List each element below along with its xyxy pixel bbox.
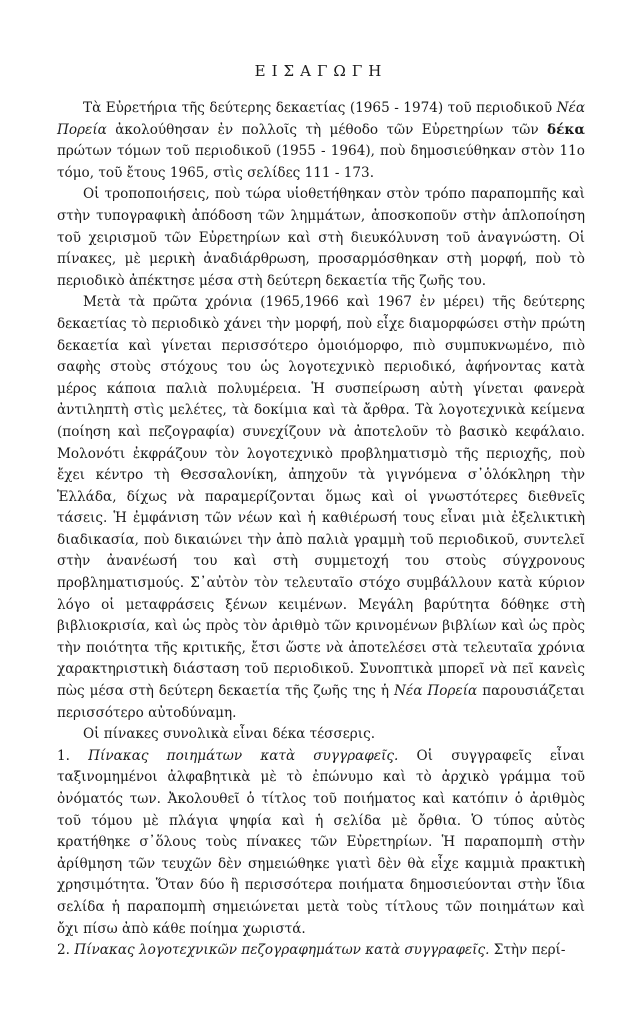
document-page [57, 62, 585, 962]
table-1-number: 1. [57, 747, 89, 764]
table-2-heading: Πίνακας λογοτεχνικῶν πεζογραφημάτων κατὰ συγγραφεῖς. [74, 942, 490, 959]
development-text-a: Μετὰ τὰ πρῶτα χρόνια (1965,1966 καὶ 1967 ἐν μέρει) τῆς δεύτερης δεκαετίας τὸ περιοδικὸ χάνει τὴν μορφή, ποὺ εἶχε διαμορφώσει στὴν πρώτη δεκαετία καὶ γίνεται περισσότερο ὁμοιόμορφο, πιὸ συμπυκνωμένο, πιὸ σαφὴς στοὺς στόχους του ὡς λογοτεχνικὸ περιοδικό, ἀφήνοντας κατὰ μέρος κάποια παλιὰ πολυμέρεια. Ἡ συσπείρωση αὐτὴ γίνεται φανερὰ ἀντιληπτὴ στὶς μελέτες, τὰ δοκίμια καὶ τὰ ἄρθρα. Τὰ λογοτεχνικὰ κείμενα (ποίηση καὶ πεζογραφία) συνεχίζουν νὰ ἀποτελοῦν τὸ βασικὸ κεφάλαιο. Μολονότι ἐκφράζουν τὸν λογοτεχνικὸ προβληματισμὸ τῆς περιοχῆς, ποὺ ἔχει κέντρο τὴ Θεσσαλονίκη, ἀπηχοῦν τὰ γιγνόμενα σ᾽ὁλόκληρη τὴν Ἑλλάδα, δίχως νὰ παραμερίζονται ὅμως καὶ οἱ γνωστότερες διεθνεῖς τάσεις. Ἡ ἐμφάνιση τῶν νέων καὶ ἡ καθιέρωσή τους εἶναι μιὰ ἐξελικτικὴ διαδικασία, ποὺ δικαιώνει τὴν ἀπὸ παλιὰ γραμμὴ τοῦ περιοδικοῦ, συντελεῖ στὴν ἀνανέωσή του καὶ στὴ συμμετοχή του στοὺς σύγχρονους προβληματισμούς. Σ᾽αὐτὸν τὸν τελευταῖο στόχο συμβάλλουν κατὰ κύριον λόγο οἱ μεταφράσεις ξένων κειμένων. Μεγάλη βαρύτητα δόθηκε στὴ βιβλιοκρισία, καὶ ὡς πρὸς τὸν ἀριθμὸ τῶν κρινομένων βιβλίων καὶ ὡς πρὸς τὴν ποιότητα τῆς κριτικῆς, ἔτσι ὥστε νὰ ἀποτελέσει στὰ τελευταῖα χρόνια χαρακτηριστικὴ διάσταση τοῦ περιοδικοῦ. Συνοπτικὰ μπορεῖ νὰ πεῖ κανεὶς πὼς μέσα στὴ δεύτερη δεκαετία τῆς ζωῆς της ἡ [57, 294, 585, 700]
paragraph-modifications: Οἱ τροποποιήσεις, ποὺ τώρα υἱοθετήθηκαν στὸν τρόπο παραπομπῆς καὶ στὴν τυπογραφικὴ ἀπόδοση τῶν λημμάτων, ἀποσκοποῦν στὴν ἁπλοποίηση τοῦ χειρισμοῦ τῶν Εὐρετηρίων καὶ στὴ διευκόλυνση τοῦ ἀναγνώστη. Οἱ πίνακες, μὲ μερικὴ ἀναδιάρθρωση, προσαρμόσθηκαν στὴ μορφή, ποὺ τὸ περιοδικὸ ἀπέκτησε μέσα στὴ δεύτερη δεκαετία τῆς ζωῆς του. [57, 186, 585, 289]
intro-bold-word: δέκα [547, 121, 585, 138]
paragraph-table-2 [57, 940, 585, 962]
paragraph-table-1 [57, 746, 585, 940]
page-title: ΕΙΣΑΓΩΓΗ [254, 62, 388, 80]
intro-text-a: Τὰ Εὐρετήρια τῆς δεύτερης δεκαετίας (1965 - 1974) τοῦ περιοδικοῦ [83, 100, 557, 116]
journal-name: Νέα Πορεία [57, 100, 585, 138]
paragraph-development [57, 292, 585, 724]
paragraph-table-count: Οἱ πίνακες συνολικὰ εἶναι δέκα τέσσερις. [83, 726, 376, 743]
table-1-text: Οἱ συγγραφεῖς εἶναι ταξινομημένοι ἀλφαβητικὰ μὲ τὸ ἐπώνυμο καὶ τὸ ἀρχικὸ γράμμα τοῦ ὀνόματός των. Ἀκολουθεῖ ὁ τίτλος τοῦ ποιήματος καὶ κατόπιν ὁ ἀριθμὸς τοῦ τόμου μὲ πλάγια ψηφία καὶ ἡ σελίδα μὲ ὄρθια. Ὁ τύπος αὐτὸς κρατήθηκε σ᾽ὅλους τοὺς πίνακες τῶν Εὐρετηρίων. Ἡ παραπομπὴ στὴν ἀρίθμηση τῶν τευχῶν δὲν σημειώθηκε γιατὶ δὲν θὰ εἶχε καμμιὰ πρακτικὴ χρησιμότητα. Ὅταν δύο ἢ περισσότερα ποιήματα δημοσιεύονται στὴν ἴδια σελίδα ἡ παραπομπὴ σημειώνεται μετὰ τοὺς τίτλους τῶν ποιημάτων καὶ ὄχι πίσω ἀπὸ κάθε ποίημα χωριστά. [57, 747, 585, 937]
intro-text-e: πρώτων τόμων τοῦ περιοδικοῦ (1955 - 1964), ποὺ δημοσιεύθηκαν στὸν 11ο τόμο, τοῦ ἔτους 1965, στὶς σελίδες 111 - 173. [57, 143, 585, 181]
table-2-text: Στὴν περί- [489, 942, 566, 959]
paragraph-intro [57, 98, 585, 184]
intro-text-c: ἀκολούθησαν ἐν πολλοῖς τὴ μέθοδο τῶν Εὐρετηρίων τῶν [106, 121, 548, 138]
development-text-c: παρουσιάζεται περισσότερο αὐτοδύναμη. [57, 683, 586, 721]
table-1-heading: Πίνακας ποιημάτων κατὰ συγγραφεῖς. [88, 747, 399, 764]
journal-name-2: Νέα Πορεία [394, 683, 478, 700]
table-2-number: 2. [57, 942, 75, 959]
